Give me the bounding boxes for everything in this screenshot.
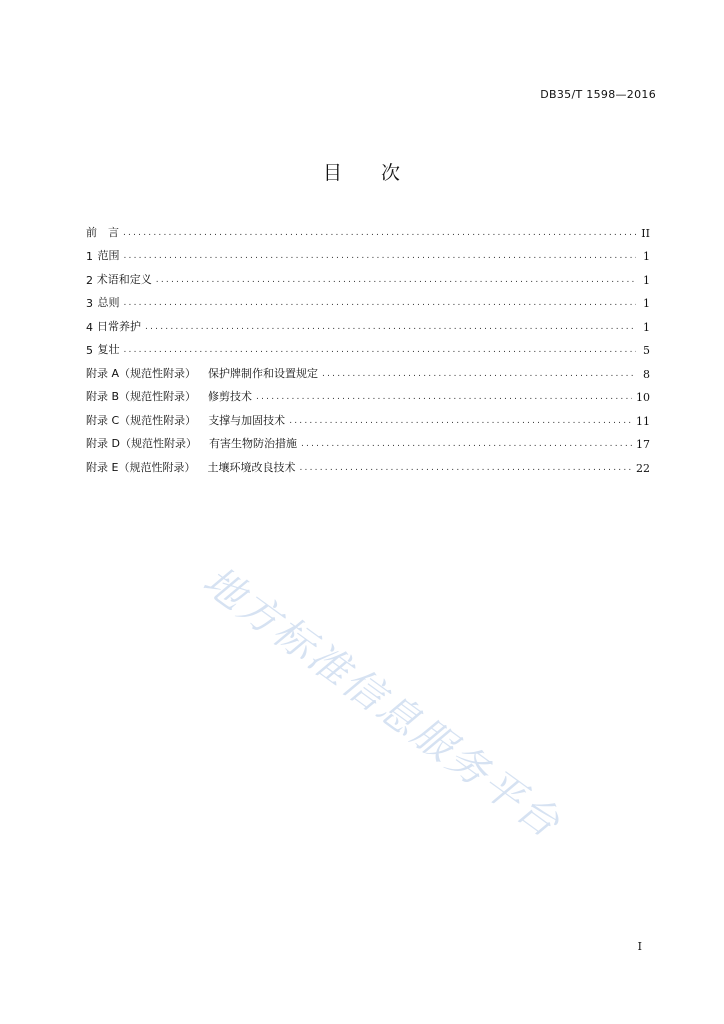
toc-entry-label: 前 言	[86, 225, 119, 239]
title-part-1: 目	[322, 162, 343, 184]
toc-entry-label: 复壮	[97, 343, 120, 356]
toc-entry-page: 10	[636, 391, 650, 404]
toc-entry-scope[interactable]	[86, 240, 650, 264]
toc-entry-appendix-e[interactable]	[86, 451, 650, 475]
toc-appendix-title: 修剪技术	[208, 390, 253, 403]
toc-leader-dots	[289, 415, 632, 428]
title-part-2: 次	[381, 162, 402, 184]
toc-appendix-label: 附录 E（规范性附录）	[86, 460, 196, 474]
toc-entry-number: 1	[86, 250, 93, 263]
toc-entry-page: 1	[643, 297, 650, 310]
toc-leader-dots	[124, 344, 637, 357]
toc-leader-dots	[123, 227, 636, 240]
toc-entry-daily-maintenance[interactable]	[86, 310, 650, 334]
toc-leader-dots	[156, 274, 636, 287]
toc-entry-label: 范围	[97, 249, 120, 262]
toc-leader-dots	[301, 438, 632, 451]
toc-appendix-label: 附录 B（规范性附录）	[86, 390, 197, 403]
toc-appendix-title: 支撑与加固技术	[208, 413, 286, 427]
toc-entry-page: 8	[643, 367, 650, 381]
toc-leader-dots	[299, 462, 632, 475]
toc-entry-number: 3	[86, 297, 93, 310]
page-title	[0, 158, 724, 185]
toc-entry-appendix-a[interactable]	[86, 357, 650, 381]
toc-entry-number: 4	[86, 320, 93, 334]
toc-leader-dots	[256, 391, 632, 404]
toc-appendix-label: 附录 A（规范性附录）	[86, 366, 197, 380]
watermark: 地方标准信息服务平台	[194, 557, 570, 848]
toc-entry-appendix-d[interactable]	[86, 428, 650, 452]
toc-entry-page: 17	[636, 438, 650, 451]
toc-leader-dots	[145, 321, 636, 334]
toc-entry-page: 1	[643, 273, 650, 287]
toc-entry-terms[interactable]	[86, 263, 650, 287]
table-of-contents	[86, 216, 650, 475]
toc-entry-page: 1	[643, 250, 650, 263]
toc-entry-page: 1	[643, 320, 650, 334]
toc-entry-page: 11	[636, 414, 650, 428]
toc-leader-dots	[322, 368, 636, 381]
toc-entry-page: 5	[643, 344, 650, 357]
toc-appendix-label: 附录 D（规范性附录）	[86, 437, 197, 450]
toc-entry-label: 总则	[97, 296, 120, 309]
toc-leader-dots	[124, 297, 637, 310]
toc-entry-number: 5	[86, 344, 93, 357]
toc-entry-label: 术语和定义	[96, 272, 152, 286]
toc-entry-general[interactable]	[86, 287, 650, 311]
toc-entry-label: 日常养护	[97, 319, 142, 333]
toc-appendix-label: 附录 C（规范性附录）	[86, 413, 197, 427]
toc-entry-page: 22	[636, 461, 650, 475]
toc-entry-number: 2	[86, 273, 93, 287]
toc-appendix-title: 土壤环境改良技术	[207, 460, 296, 474]
toc-entry-foreword[interactable]	[86, 216, 650, 240]
toc-entry-appendix-c[interactable]	[86, 404, 650, 428]
page-number: I	[637, 940, 642, 953]
toc-entry-appendix-b[interactable]	[86, 381, 650, 405]
toc-entry-rejuvenation[interactable]	[86, 334, 650, 358]
toc-leader-dots	[124, 250, 637, 263]
toc-appendix-title: 保护牌制作和设置规定	[208, 366, 319, 380]
document-code: DB35/T 1598—2016	[540, 88, 656, 101]
toc-entry-page: II	[641, 226, 650, 240]
toc-appendix-title: 有害生物防治措施	[208, 437, 297, 450]
